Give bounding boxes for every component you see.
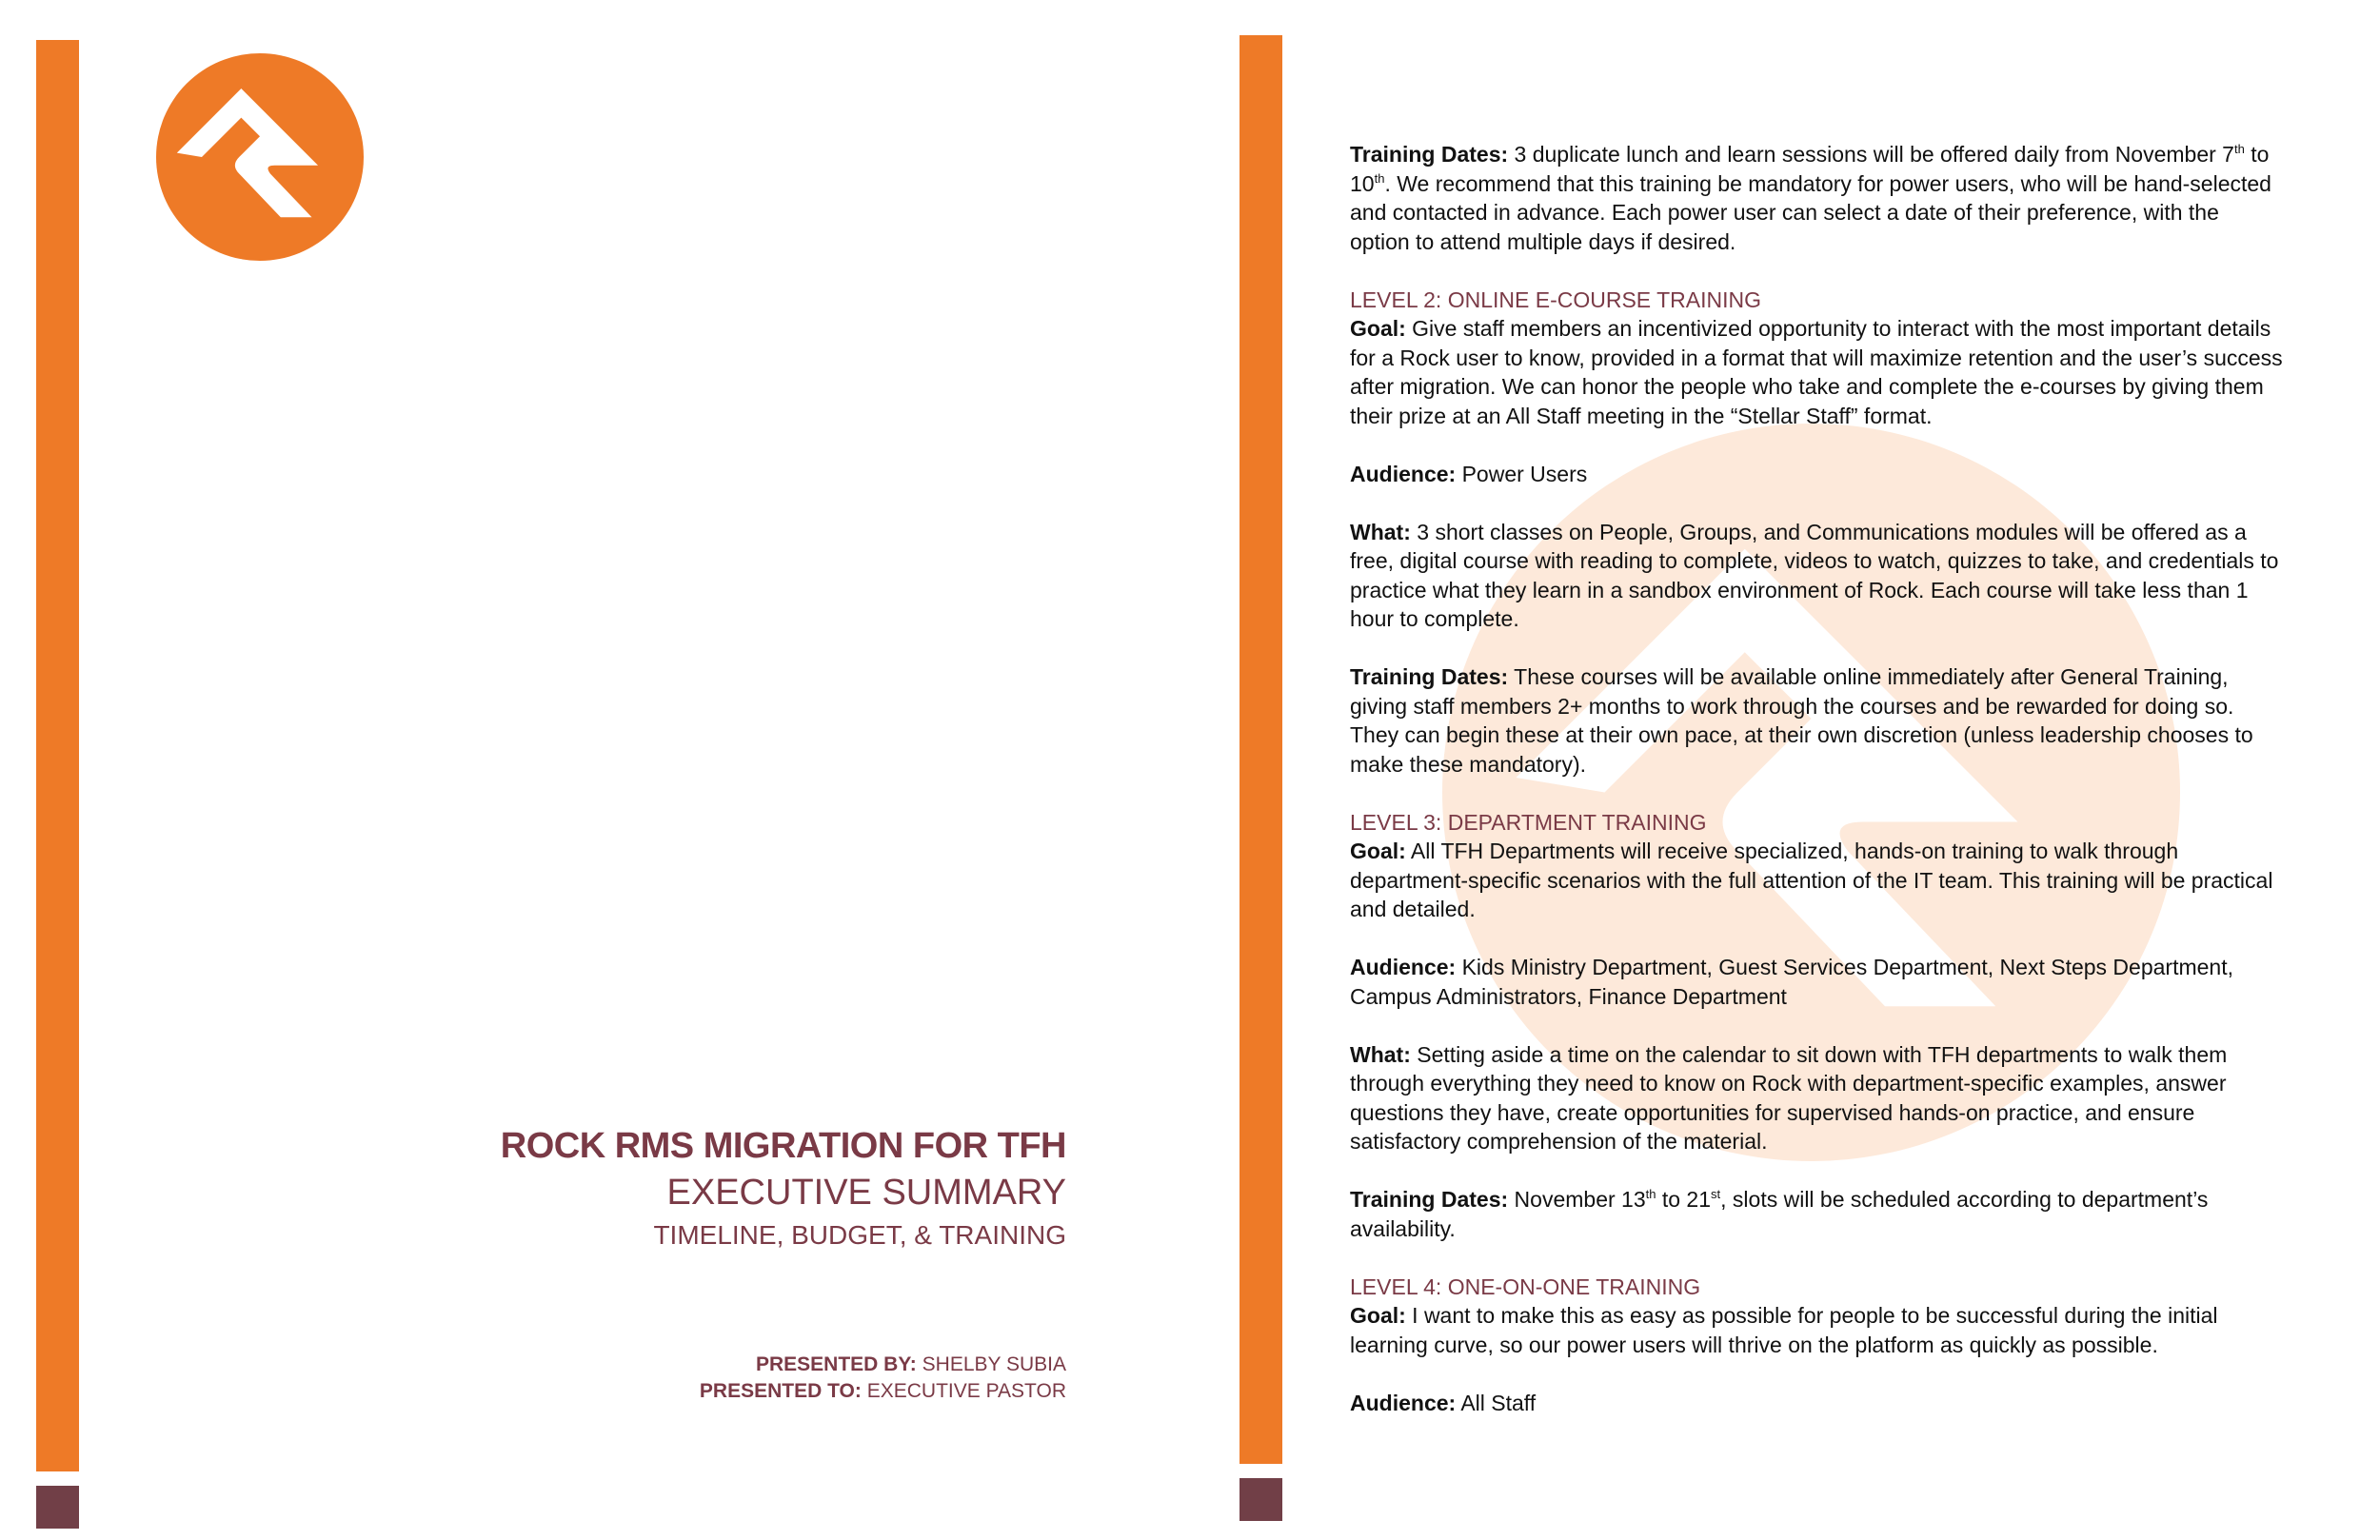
label: What: (1350, 519, 1411, 544)
level4-audience (1350, 1389, 2283, 1418)
text: . We recommend that this training be mandatory for power users, who will be hand-selected and contacted in advance. Each power user can select a date of their preference, with the option to attend multiple days if desired. (1350, 170, 2271, 254)
level2-audience (1350, 460, 2283, 489)
cover-subtitle-2: TIMELINE, BUDGET, & TRAINING (653, 1220, 1066, 1250)
level3-what (1350, 1040, 2283, 1156)
presented-block (700, 1352, 1066, 1405)
text: , slots will be scheduled according to department’s availability. (1350, 1187, 2209, 1241)
label: What: (1350, 1041, 1411, 1067)
text: I want to make this as easy as possible for people to be successful during the initial learning curve, so our power users will thrive on the platform as quickly as possible. (1350, 1303, 2218, 1357)
presented-to-value: EXECUTIVE PASTOR (866, 1380, 1066, 1402)
level2-dates (1350, 662, 2283, 779)
presented-to-line (700, 1378, 1066, 1405)
label: Goal: (1350, 316, 1406, 341)
text: Give staff members an incentivized opportunity to interact with the most important details for a Rock user to know, provided in a format that will maximize retention and the user’s success after migration. We can honor the people who take and complete the e-courses by giving them their prize at an All Staff meeting in the “Stellar Staff” format. (1350, 316, 2283, 428)
level3-dates (1350, 1185, 2283, 1243)
label: Training Dates: (1350, 142, 1509, 167)
level2-what (1350, 518, 2283, 634)
text: All Staff (1460, 1390, 1537, 1415)
text: November 13 (1514, 1187, 1646, 1212)
right-accent-bar (1240, 35, 1282, 1464)
cover-title: ROCK RMS MIGRATION FOR TFH (500, 1126, 1066, 1166)
text: These courses will be available online immediately after General Training, giving staff members 2+ months to work through the courses and be rewarded for doing so. They can begin these at their own pace, at their own discretion (unless leadership chooses to make these mandatory). (1350, 664, 2253, 777)
sup: th (1374, 170, 1385, 186)
presented-by-value: SHELBY SUBIA (922, 1353, 1066, 1375)
rock-logo-icon (156, 53, 364, 261)
label: Goal: (1350, 1303, 1406, 1328)
presented-by-line (700, 1352, 1066, 1378)
level4-goal (1350, 1301, 2283, 1359)
label: Audience: (1350, 955, 1457, 979)
label: Goal: (1350, 839, 1406, 863)
label: Audience: (1350, 1390, 1457, 1415)
level3-audience (1350, 953, 2283, 1011)
left-footer-square (36, 1486, 79, 1529)
presented-by-label: PRESENTED BY: (755, 1353, 917, 1375)
level4-heading: LEVEL 4: ONE-ON-ONE TRAINING (1350, 1273, 1701, 1299)
text: Setting aside a time on the calendar to sit down with TFH departments to walk them through everything they need to know on Rock with department-specific examples, answer questions they have, create opportunities for supervised hands-on practice, and ensure satisfactory comprehension of the material. (1350, 1041, 2228, 1154)
level3-heading: LEVEL 3: DEPARTMENT TRAINING (1350, 809, 1707, 835)
level2-goal (1350, 314, 2283, 430)
level2-heading: LEVEL 2: ONLINE E-COURSE TRAINING (1350, 286, 1762, 312)
text: to 10 (1350, 142, 2270, 196)
sup: th (2233, 142, 2245, 156)
sup: th (1645, 1187, 1656, 1201)
sup: st (1711, 1187, 1721, 1201)
cover-title-block (501, 1123, 1066, 1254)
text: 3 short classes on People, Groups, and Communications modules will be offered as a free, digital course with reading to complete, videos to watch, quizzes to take, and credentials to practice what they learn in a sandbox environment of Rock. Each course will take less than 1 hour to complete. (1350, 519, 2279, 631)
text: All TFH Departments will receive specialized, hands-on training to walk through department-specific scenarios with the full attention of the IT team. This training will be practical and detailed. (1350, 839, 2273, 921)
text: Kids Ministry Department, Guest Services Department, Next Steps Department, Campus Administrators, Finance Department (1350, 955, 2233, 1009)
left-accent-bar (36, 40, 79, 1471)
general-training-dates (1350, 140, 2283, 256)
cover-subtitle: EXECUTIVE SUMMARY (666, 1173, 1066, 1213)
training-content (1350, 140, 2283, 1447)
text: Power Users (1461, 461, 1588, 486)
right-footer-square (1240, 1478, 1282, 1521)
text: 3 duplicate lunch and learn sessions will be offered daily from November 7 (1514, 142, 2234, 167)
level3-goal (1350, 837, 2283, 924)
label: Training Dates: (1350, 664, 1509, 689)
label: Training Dates: (1350, 1187, 1509, 1212)
text: to 21 (1656, 1187, 1712, 1212)
presented-to-label: PRESENTED TO: (699, 1380, 862, 1402)
label: Audience: (1350, 461, 1457, 486)
